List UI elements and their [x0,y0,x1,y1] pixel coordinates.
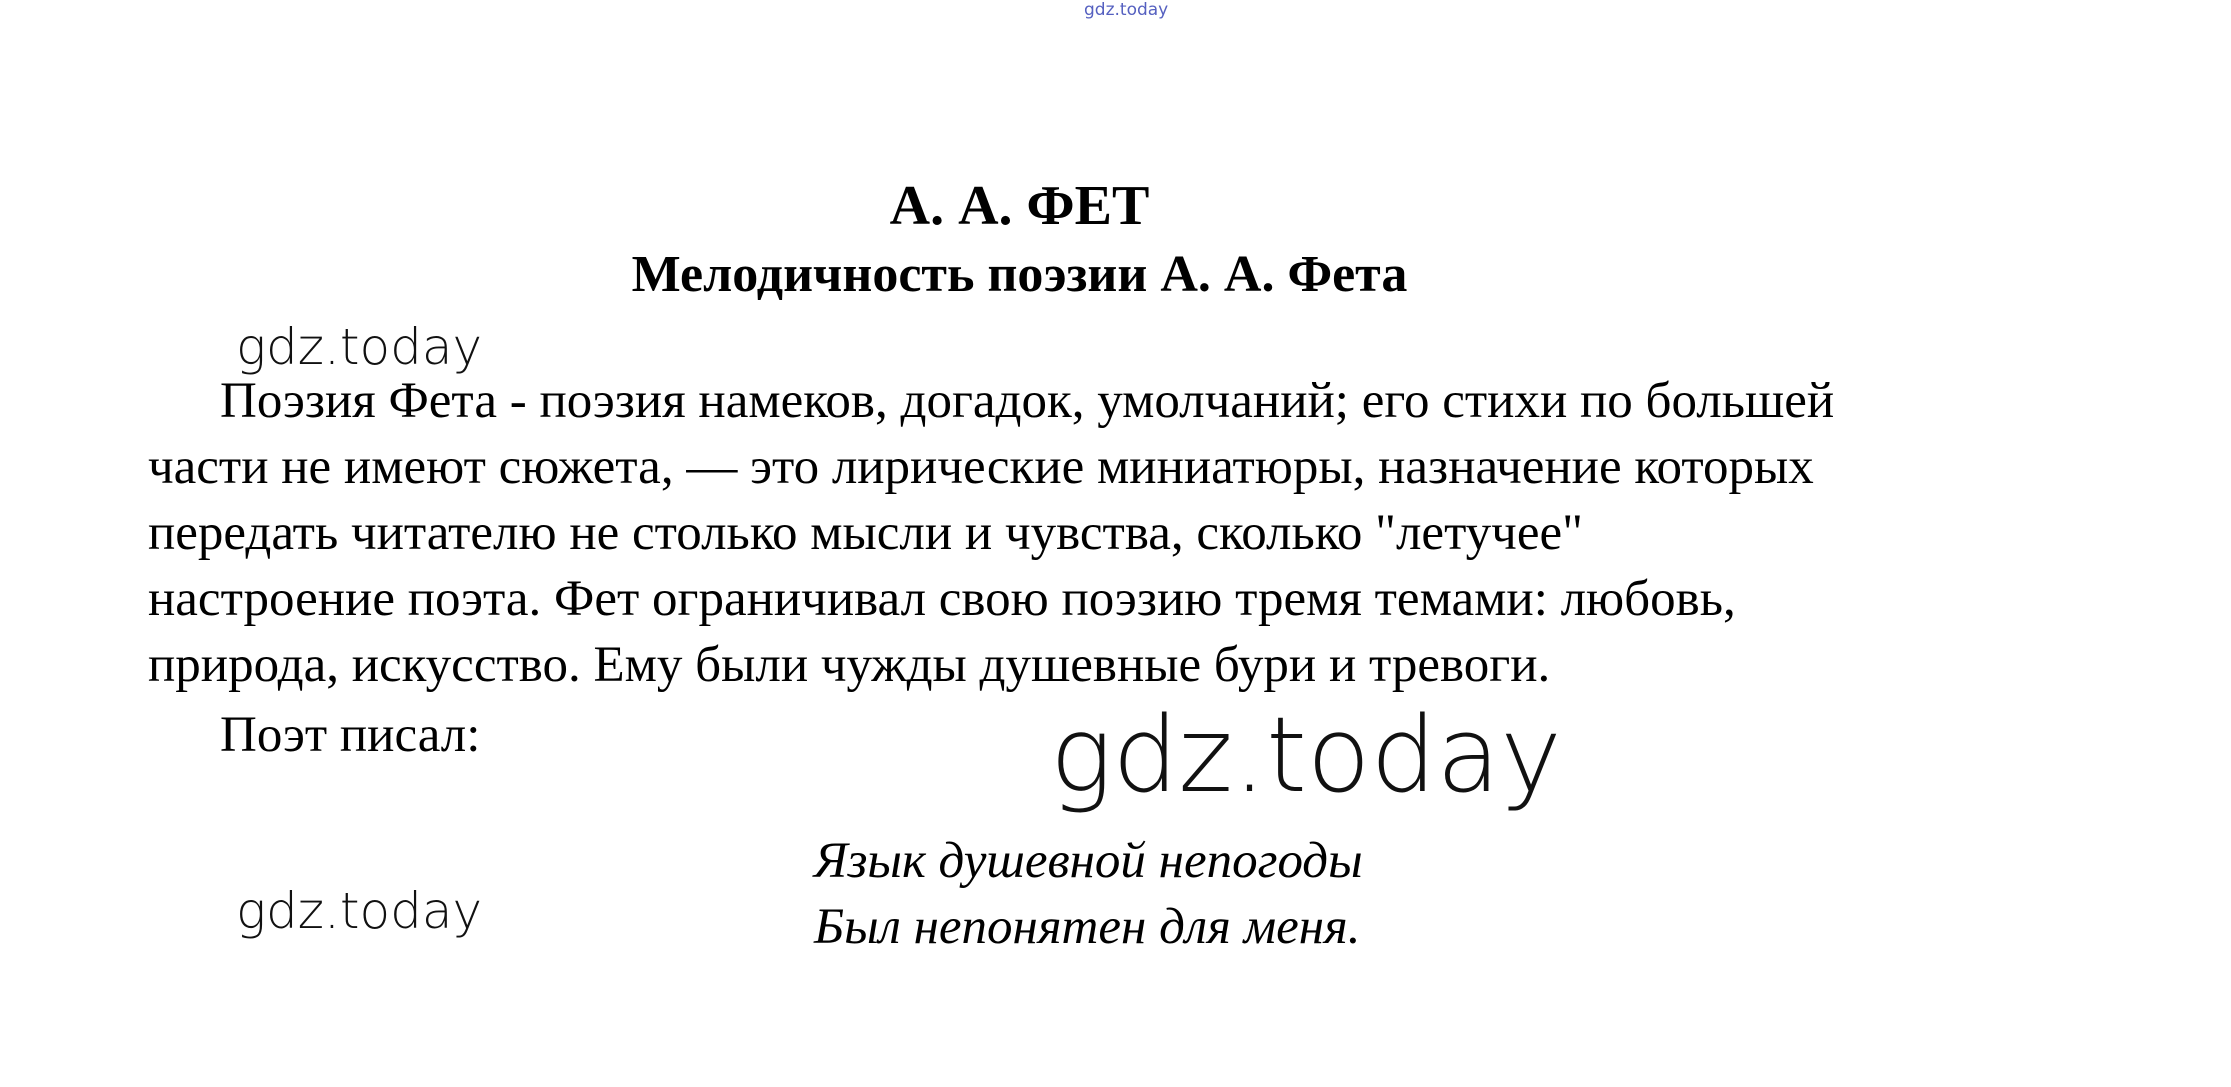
paragraph-line: настроение поэта. Фет ограничивал свою поэзию тремя темами: любовь, [148,571,1736,627]
paragraph-line: Поэт писал: [220,707,481,763]
verse-line: Язык душевной непогоды [814,833,1363,889]
paragraph-line: Поэзия Фета - поэзия намеков, догадок, умолчаний; его стихи по большей [220,373,1835,429]
watermark-center: gdz.today [1050,694,1562,816]
paragraph-line: природа, искусство. Ему были чужды душевные бури и тревоги. [148,637,1551,693]
paragraph-line: части не имеют сюжета, — это лирические миниатюры, назначение которых [148,439,1814,495]
article-title: Мелодичность поэзии А. А. Фета [631,246,1408,303]
paragraph-line: передать читателю не столько мысли и чувства, сколько "летучее" [148,505,1583,561]
watermark-top: gdz.today [1084,0,1169,20]
watermark-left-lower: gdz.today [236,882,483,940]
verse-line: Был непонятен для меня. [814,899,1361,955]
author-heading: А. А. ФЕТ [889,175,1150,237]
watermark-left-upper: gdz.today [236,318,483,376]
